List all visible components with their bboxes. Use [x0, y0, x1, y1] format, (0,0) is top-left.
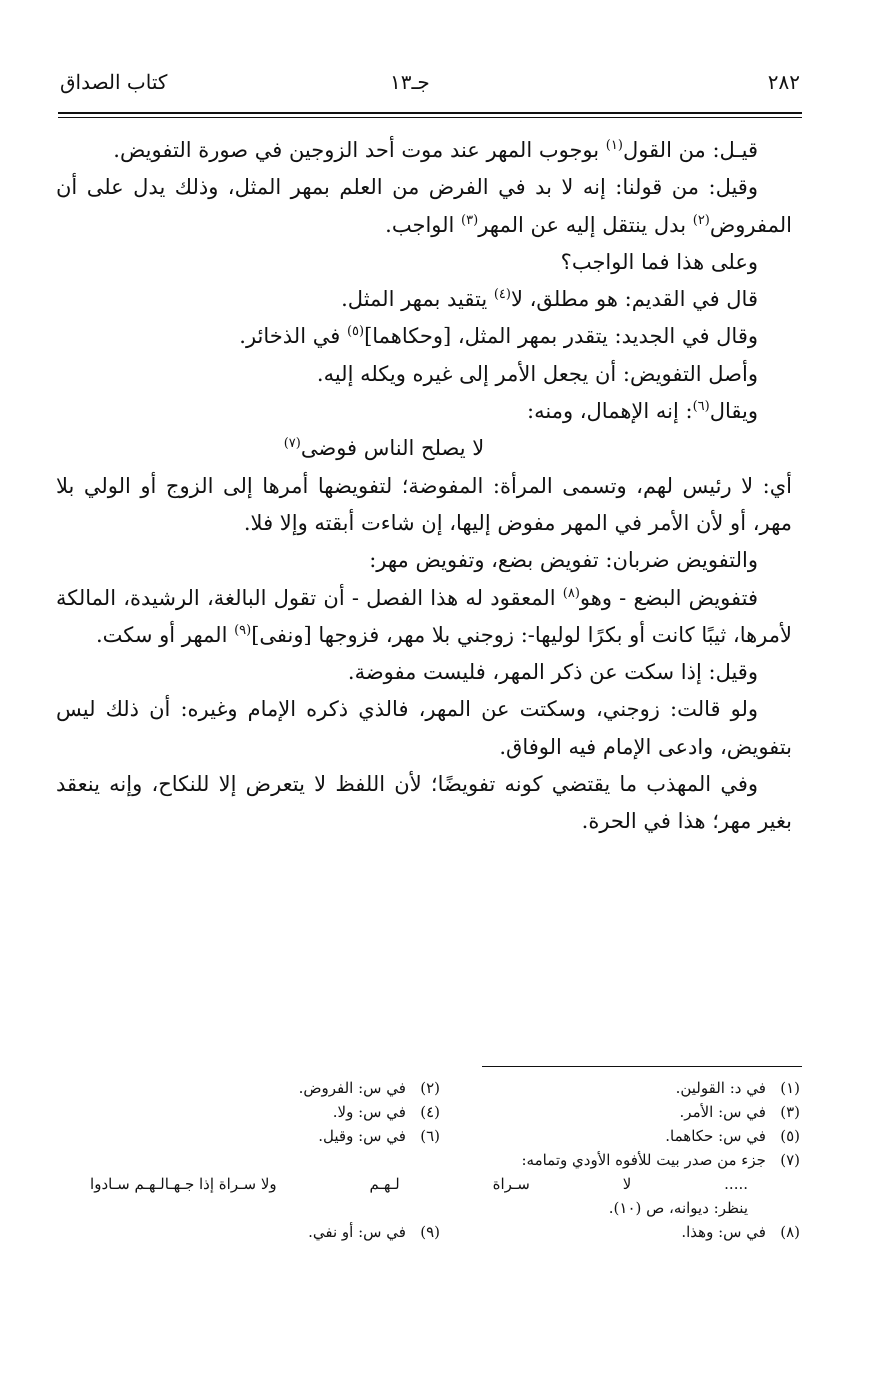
paragraph: فتفويض البضع - وهو$^{(٨)}$ المعقود له هذا الفصل - أن تقول البالغة، الرشيدة، المالكة لأمرها، ثيبًا كانت أو بكرًا لوليها-: زوجني بلا مهر، فزوجها [ونفى]$^{(٩)}$ المهر أو سكت. [56, 585, 792, 647]
paragraph: وقيل: إذا سكت عن ذكر المهر، فليست مفوضة. [347, 660, 758, 685]
footnote-source: ينظر: ديوانه، ص (١٠). [608, 1199, 748, 1217]
paragraph: والتفويض ضربان: تفويض بضع، وتفويض مهر: [369, 548, 758, 573]
header-rule-thin [58, 117, 802, 118]
paragraph: قيـل: من القول$^{(١)}$ بوجوب المهر عند موت أحد الزوجين في صورة التفويض. [113, 138, 758, 162]
footnote-8: (٨) في س: وهذا. [681, 1223, 800, 1241]
footnote-row [60, 1100, 800, 1124]
footnote-row [60, 1076, 800, 1100]
footnote-6: (٦) في س: وقيل. [318, 1127, 440, 1145]
paragraph: وقيل: من قولنا: إنه لا بد في الفرض من العلم بمهر المثل، وذلك يدل على أن المفروض$^{(٢)}$ بدل ينتقل إليه عن المهر$^{(٣)}$ الواجب. [56, 175, 792, 237]
paragraph: أي: لا رئيس لهم، وتسمى المرأة: المفوضة؛ لتفويضها أمرها إلى الزوج أو الولي بلا مهر، أو لأن الأمر في المهر مفوض إليها، إن شاءت أبقته وإلا فلا. [56, 473, 792, 535]
footnote-7: (٧) جزء من صدر بيت للأفوه الأودي وتمامه: [521, 1151, 800, 1169]
paragraph: ولو قالت: زوجني، وسكتت عن المهر، فالذي ذكره الإمام وغيره: أن ذلك ليس بتفويض، وادعى الإمام فيه الوفاق. [56, 697, 792, 759]
verse-quote: لا يصلح الناس فوضى$^{(٧)}$ [283, 436, 485, 461]
paragraph: وقال في الجديد: يتقدر بمهر المثل، [وحكاهما]$^{(٥)}$ في الذخائر. [239, 324, 758, 349]
paragraph: وعلى هذا فما الواجب؟ [560, 249, 758, 274]
footnote-4: (٤) في س: ولا. [332, 1103, 440, 1121]
paragraph: ويقال$^{(٦)}$: إنه الإهمال، ومنه: [527, 399, 758, 424]
footnote-2: (٢) في س: الفروض. [298, 1079, 440, 1097]
footnote-row [60, 1124, 800, 1148]
volume-label: جـ١٣ [390, 70, 430, 94]
footnote-5: (٥) في س: حكاهما. [665, 1127, 800, 1145]
paragraph: وفي المهذب ما يقتضي كونه تفويضًا؛ لأن اللفظ لا يتعرض إلا للنكاح، وإنه ينعقد بغير مهر؛ هذا في الحرة. [56, 772, 792, 834]
footnote-row [60, 1220, 800, 1244]
footnote-1: (١) في د: القولين. [675, 1079, 800, 1097]
footnote-3: (٣) في س: الأمر. [679, 1103, 800, 1121]
page-number: ٢٨٢ [767, 70, 800, 94]
footnote-row [60, 1148, 800, 1172]
header-rule [58, 112, 802, 114]
footnote-9: (٩) في س: أو نفي. [308, 1223, 440, 1241]
paragraph: قال في القديم: هو مطلق، لا$^{(٤)}$ يتقيد بمهر المثل. [341, 287, 758, 312]
footnote-verse: ..... لا سـراة لـهـم ولا سـراة إذا جـهـالـهـم سـادوا [90, 1175, 748, 1193]
footnote-rule [482, 1066, 802, 1067]
chapter-title: كتاب الصداق [60, 70, 168, 94]
running-header [60, 70, 800, 106]
paragraph: وأصل التفويض: أن يجعل الأمر إلى غيره ويكله إليه. [316, 361, 758, 386]
main-text [56, 132, 792, 841]
footnotes [60, 1076, 800, 1244]
